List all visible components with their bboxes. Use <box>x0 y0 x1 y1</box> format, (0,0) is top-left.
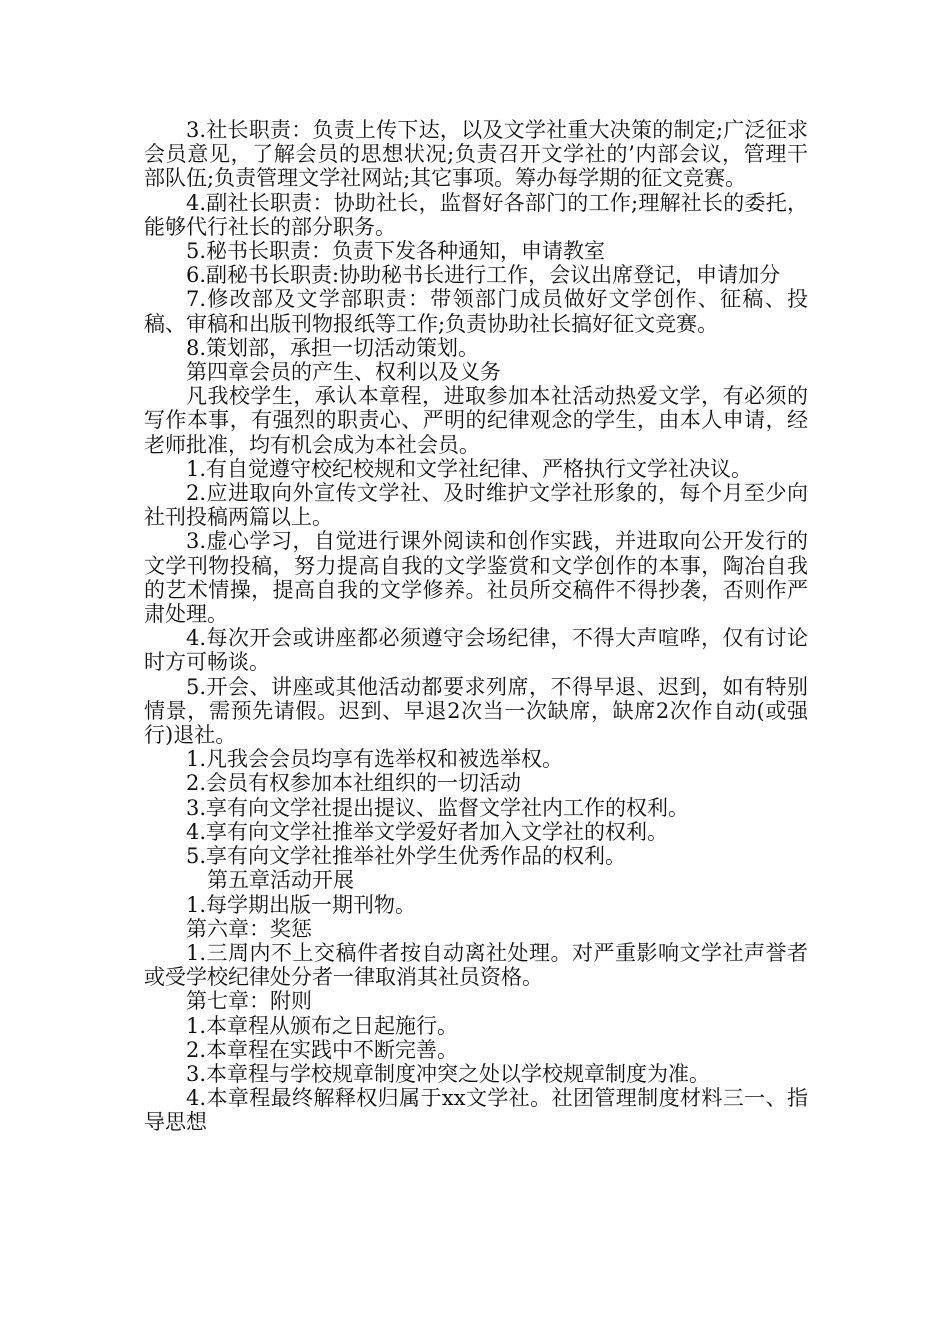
chapter-heading: 第七章：附则 <box>186 989 312 1014</box>
paragraph: 4.本章程最终解释权归属于xx文学社。社团管理制度材料三一、指导思想 <box>144 1086 808 1135</box>
paragraph: 1.有自觉遵守校纪校规和文学社纪律、严格执行文学社决议。 <box>186 456 753 481</box>
paragraph: 6.副秘书长职责:协助秘书长进行工作，会议出席登记，申请加分 <box>186 263 781 288</box>
paragraph: 2.应进取向外宣传文学社、及时维护文学社形象的，每个月至少向社刊投稿两篇以上。 <box>144 481 808 530</box>
paragraph: 4.副社长职责：协助社长，监督好各部门的工作;理解社长的委托，能够代行社长的部分职务。 <box>144 190 808 239</box>
paragraph: 3.社长职责：负责上传下达，以及文学社重大决策的制定;广泛征求会员意见，了解会员的思想状况;负责召开文学社的’内部会议，管理干部队伍;负责管理文学社网站;其它事项。筹办每学期的征文竞赛。 <box>144 118 808 191</box>
paragraph: 1.凡我会会员均享有选举权和被选举权。 <box>186 747 564 772</box>
paragraph: 1.每学期出版一期刊物。 <box>186 892 417 917</box>
paragraph: 3.虚心学习，自觉进行课外阅读和创作实践，并进取向公开发行的文学刊物投稿，努力提高自我的文学鉴赏和文学创作的本事，陶冶自我的艺术情操，提高自我的文学修养。社员所交稿件不得抄袭，否则作严肃处理。 <box>144 529 808 627</box>
paragraph: 4.每次开会或讲座都必须遵守会场纪律，不得大声喧哗，仅有讨论时方可畅谈。 <box>144 626 808 675</box>
chapter-heading: 第六章：奖惩 <box>186 916 312 941</box>
paragraph: 5.享有向文学社推举社外学生优秀作品的权利。 <box>186 844 627 869</box>
paragraph: 7.修改部及文学部职责：带领部门成员做好文学创作、征稿、投稿、审稿和出版刊物报纸等工作;负责协助社长搞好征文竞赛。 <box>144 287 808 336</box>
paragraph: 3.享有向文学社提出提议、监督文学社内工作的权利。 <box>186 795 690 820</box>
paragraph: 1.三周内不上交稿件者按自动离社处理。对严重影响文学社声誉者或受学校纪律处分者一律取消其社员资格。 <box>144 940 808 990</box>
paragraph: 2.会员有权参加本社组织的一切活动 <box>186 771 522 796</box>
paragraph: 5.开会、讲座或其他活动都要求列席，不得早退、迟到，如有特别情景，需预先请假。迟到、早退2次当一次缺席，缺席2次作自动(或强行)退社。 <box>144 674 808 748</box>
paragraph: 8.策划部，承担一切活动策划。 <box>186 335 480 360</box>
document-body <box>144 118 808 1135</box>
paragraph: 4.享有向文学社推举文学爱好者加入文学社的权利。 <box>186 819 669 844</box>
paragraph: 5.秘书长职责：负责下发各种通知，申请教室 <box>186 239 606 264</box>
paragraph: 1.本章程从颁布之日起施行。 <box>186 1013 459 1038</box>
paragraph: 2.本章程在实践中不断完善。 <box>186 1037 459 1062</box>
paragraph: 3.本章程与学校规章制度冲突之处以学校规章制度为准。 <box>186 1061 711 1086</box>
chapter-heading: 第五章活动开展 <box>207 868 354 893</box>
chapter-heading: 第四章会员的产生、权利以及义务 <box>186 360 501 385</box>
paragraph: 凡我校学生，承认本章程，进取参加本社活动热爱文学，有必须的写作本事，有强烈的职责心、严明的纪律观念的学生，由本人申请，经老师批准，均有机会成为本社会员。 <box>144 384 808 457</box>
